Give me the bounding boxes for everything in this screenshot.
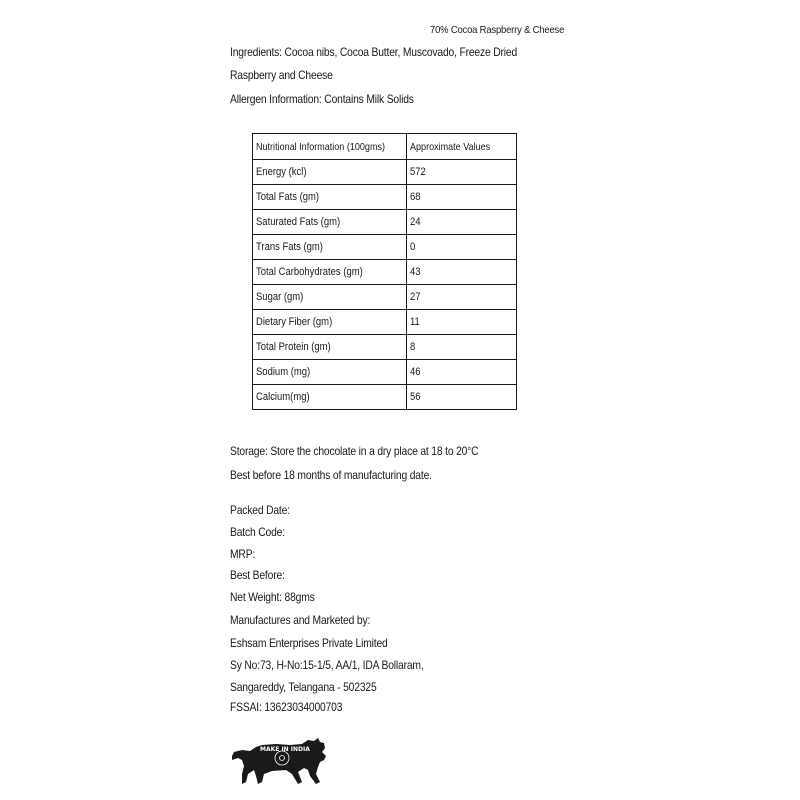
manufacturer-address-line-2: Sangareddy, Telangana - 502325 <box>230 680 377 694</box>
table-row <box>253 210 517 235</box>
table-row <box>253 185 517 210</box>
manufacturer-company: Eshsam Enterprises Private Limited <box>230 636 388 650</box>
make-in-india-lion-icon <box>232 738 328 788</box>
nutrient-label: Dietary Fiber (gm) <box>253 310 407 335</box>
nutrient-label: Energy (kcl) <box>253 160 407 185</box>
nutrient-value: 8 <box>406 335 516 360</box>
product-title: 70% Cocoa Raspberry & Cheese <box>430 24 565 36</box>
nutrition-table <box>252 133 517 410</box>
nutrition-header-row <box>253 134 517 160</box>
table-row <box>253 260 517 285</box>
allergen-information: Allergen Information: Contains Milk Solids <box>230 92 414 106</box>
table-row <box>253 335 517 360</box>
ingredients-line-1: Ingredients: Cocoa nibs, Cocoa Butter, Muscovado, Freeze Dried <box>230 45 518 59</box>
nutrient-value: 24 <box>406 210 516 235</box>
nutrient-label: Total Protein (gm) <box>253 335 407 360</box>
net-weight: Net Weight: 88gms <box>230 590 315 604</box>
nutrient-label: Calcium(mg) <box>253 385 407 410</box>
packed-date-label: Packed Date: <box>230 503 290 517</box>
best-before-note: Best before 18 months of manufacturing date. <box>230 468 432 482</box>
nutrient-label: Trans Fats (gm) <box>253 235 407 260</box>
nutrient-label: Saturated Fats (gm) <box>253 210 407 235</box>
ingredients-line-2: Raspberry and Cheese <box>230 68 333 82</box>
logo-text: MAKE IN INDIA <box>260 746 310 753</box>
nutrient-value: 27 <box>406 285 516 310</box>
nutrition-header-value: Approximate Values <box>406 134 516 160</box>
manufacturer-address-line-1: Sy No:73, H-No:15-1/5, AA/1, IDA Bollaram, <box>230 658 424 672</box>
nutrient-label: Total Carbohydrates (gm) <box>253 260 407 285</box>
table-row <box>253 235 517 260</box>
table-row <box>253 285 517 310</box>
nutrient-value: 11 <box>406 310 516 335</box>
nutrient-label: Sugar (gm) <box>253 285 407 310</box>
manufacturer-heading: Manufactures and Marketed by: <box>230 613 371 627</box>
mrp-label: MRP: <box>230 547 256 561</box>
table-row <box>253 385 517 410</box>
fssai-number: FSSAI: 13623034000703 <box>230 700 343 714</box>
nutrient-value: 0 <box>406 235 516 260</box>
batch-code-label: Batch Code: <box>230 525 285 539</box>
nutrient-value: 43 <box>406 260 516 285</box>
nutrient-value: 572 <box>406 160 516 185</box>
nutrient-label: Sodium (mg) <box>253 360 407 385</box>
storage-instructions: Storage: Store the chocolate in a dry place at 18 to 20°C <box>230 444 479 458</box>
table-row <box>253 360 517 385</box>
nutrient-value: 68 <box>406 185 516 210</box>
table-row <box>253 310 517 335</box>
nutrient-value: 46 <box>406 360 516 385</box>
best-before-label: Best Before: <box>230 568 285 582</box>
nutrient-label: Total Fats (gm) <box>253 185 407 210</box>
table-row <box>253 160 517 185</box>
nutrition-header-label: Nutritional Information (100gms) <box>253 134 407 160</box>
nutrient-value: 56 <box>406 385 516 410</box>
